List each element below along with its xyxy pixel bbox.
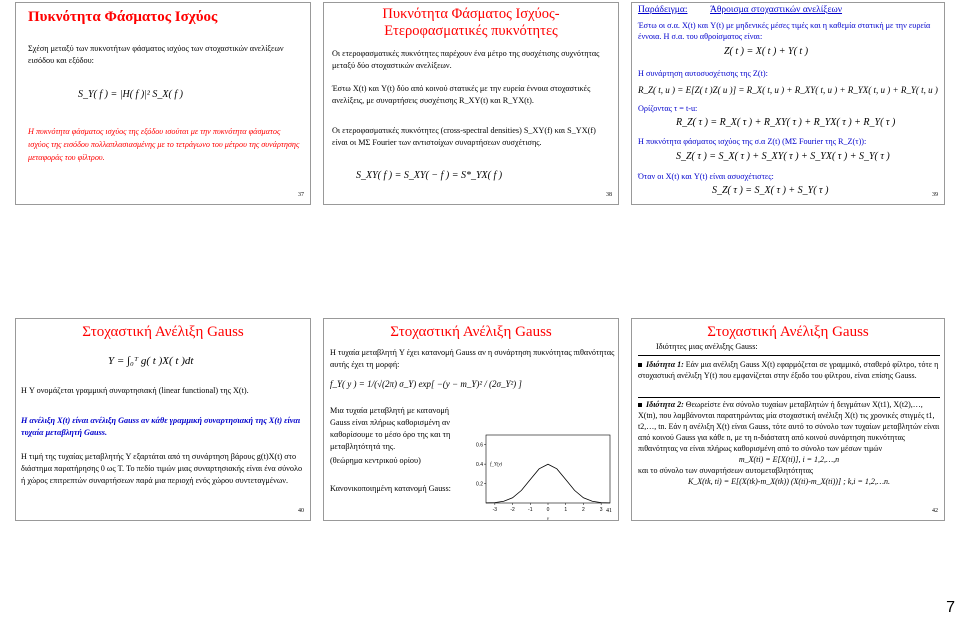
paragraph-4: Η πυκνότητα φάσματος ισχύος της σ.α Z(t) (ΜΣ Fourier της R_Z(τ)):	[638, 137, 867, 146]
sum-equation: Z( t ) = X( t ) + Y( t )	[724, 46, 809, 57]
y-tick-label: 0.2	[476, 481, 483, 488]
gaussian-pdf-equation: f_Y( y ) = 1/(√(2π) σ_Y) exp[ −(y − m_Y)² / (2σ_Y²) ]	[330, 379, 522, 389]
covariance-values: K_X(tk, ti) = E[(X(tk)-m_X(tk)) (X(ti)-m_X(ti))] ; k,i = 1,2,…n.	[687, 477, 891, 486]
paragraph-3: Ορίζοντας τ = t-u:	[638, 104, 698, 113]
paragraph-1: Η τυχαία μεταβλητή Y έχει κατανομή Gauss αν η συνάρτηση πυκνότητας πιθανότητας αυτής έχει τη μορφή:	[330, 348, 615, 369]
property-1-label: Ιδιότητα 1:	[646, 360, 684, 369]
property-1	[638, 359, 940, 381]
paragraph-1: Έστω οι σ.α. X(t) και Y(t) με μηδενικές μέσες τιμές και η καθεμία στατική με την ευρεία έννοια. Η σ.α. του αθροίσματος είναι:	[638, 21, 931, 41]
paragraph-5: Όταν οι X(t) και Y(t) είναι ασυσχέτιστες:	[638, 172, 774, 181]
x-tick-label: -2	[510, 507, 515, 513]
y-axis-label: f_Y(y)	[490, 462, 503, 468]
divider	[638, 355, 940, 356]
x-tick-label: -1	[528, 507, 533, 513]
slide-title: Πυκνότητα Φάσματος Ισχύος	[28, 9, 218, 25]
property-2-text: Θεωρείστε ένα σύνολο τυχαίων μεταβλητών ή δειγμάτων X(t1), X(t2),…, X(tn), που λαμβάνονται παρατηρώντας μία στοχαστική ανέλιξη X(t) τις χρονικές στιγμές t1, t2,…, tn. Εάν η ανέλιξη X(t) είναι Gauss, τότε αυτό το σύνολο των τυχαίων μεταβλητών είναι από κοινού Gauss για κάθε n, με τη n-διάστατη από κοινού συνάρτηση πυκνότητας πιθανότητας να είναι πλήρως καθορισμένη από το σύνολο των μέσων τιμών	[638, 400, 940, 453]
slide-42	[631, 318, 945, 521]
paragraph-1: Η Y ονομάζεται γραμμική συναρτησιακή (linear functional) της X(t).	[21, 386, 249, 395]
paragraph-2: Μια τυχαία μεταβλητή με κατανομή Gauss είναι πλήρως καθορισμένη αν καθορίσουμε το μέσο όρο της και τη μεταβλητότητά της.	[330, 406, 451, 451]
y-tick-label: 0.4	[476, 462, 483, 469]
bullet-icon	[638, 363, 642, 367]
divider	[638, 397, 940, 398]
paragraph-3: (θεώρημα κεντρικού ορίου)	[330, 456, 421, 465]
y-tick-label: 0.6	[476, 442, 483, 449]
slide-title: Πυκνότητα Φάσματος Ισχύος-Ετεροφασματικές πυκνότητες	[382, 6, 560, 39]
slide-37	[15, 2, 311, 205]
slide-39	[631, 2, 945, 205]
paragraph-2: Η συνάρτηση αυτοσυσχέτισης της Z(t):	[638, 69, 768, 78]
slide-38	[323, 2, 619, 205]
paragraph-2: Έστω X(t) και Y(t) δύο από κοινού στατικές με την ευρεία έννοια στοχαστικές ανελίξεις, με συναρτήσεις συσχέτισης R_XY(t) και R_YX(t).	[332, 84, 591, 105]
spectrum-equation: S_Z( τ ) = S_X( τ ) + S_XY( τ ) + S_YX( τ ) + S_Y( τ )	[676, 151, 890, 162]
plot-frame	[486, 435, 610, 503]
slide-40	[15, 318, 311, 521]
uncorrelated-equation: S_Z( τ ) = S_X( τ ) + S_Y( τ )	[712, 185, 829, 196]
x-tick-label: 1	[564, 507, 568, 513]
x-tick-label: 0	[546, 507, 550, 513]
cross-spectral-equation: S_XY( f ) = S_XY( − f ) = S*_YX( f )	[356, 170, 503, 181]
intro-text: Σχέση μεταξύ των πυκνοτήτων φάσματος ισχύος των στοχαστικών ανελίξεων εισόδου και εξόδου:	[28, 44, 284, 65]
slide-title: Στοχαστική Ανέλιξη Gauss	[707, 324, 869, 340]
bullet-icon	[638, 403, 642, 407]
example-title: Άθροισμα στοχαστικών ανελίξεων	[710, 5, 843, 15]
paragraph-3: Οι ετεροφασματικές πυκνότητες (cross-spectral densities) S_XY(f) και S_YX(f) είναι οι ΜΣ Fourier των αντιστοίχων συναρτήσεων συσχέτισης.	[332, 126, 596, 147]
paragraph-3: Η τιμή της τυχαίας μεταβλητής Y εξαρτάται από τη συνάρτηση βάρους g(t)X(t) στο διάστημα παρατήρησης 0 ως T. Το πεδίο τιμών μιας συναρτησιακής είναι ένα σύνολο ή χώρος επιτρεπτών συναρτήσεων παρά μια περιοχή ενός χώρου συντεταγμένων.	[21, 452, 303, 485]
explanation-text: Η πυκνότητα φάσματος ισχύος της εξόδου ισούται με την πυκνότητα φάσματος ισχύος της εισόδου πολλαπλασιασμένης με το τετράγωνο του μέτρου της συνάρτησης μεταφοράς του φίλτρου.	[28, 127, 300, 162]
autocorrelation-equation: R_Z( t, u ) = E[Z( t )Z( u )] = R_X( t, u ) + R_XY( t, u ) + R_YX( t, u ) + R_Y( t, u )	[638, 85, 938, 95]
slide-title: Στοχαστική Ανέλιξη Gauss	[390, 324, 552, 340]
property-2-label: Ιδιότητα 2:	[646, 400, 684, 409]
tau-equation: R_Z( τ ) = R_X( τ ) + R_XY( τ ) + R_YX( τ ) + R_Y( τ )	[676, 117, 896, 128]
page-number-total: 7	[946, 599, 955, 616]
x-tick-label: 3	[599, 507, 603, 513]
x-tick-label: 2	[582, 507, 585, 513]
covariance-intro: και το σύνολο των συναρτήσεων αυτομεταβλητότητας	[638, 466, 814, 475]
page-number: 42	[932, 508, 938, 514]
mean-values: m_X(ti) = E[X(ti)], i = 1,2,…,n	[738, 455, 840, 464]
linear-functional-equation: Y = ∫₀ᵀ g( t )X( t )dt	[108, 355, 194, 367]
slide-title: Στοχαστική Ανέλιξη Gauss	[82, 324, 244, 340]
slide-41	[323, 318, 619, 521]
x-axis-label: y	[546, 517, 550, 521]
gaussian-curve	[486, 464, 610, 503]
page-number: 40	[298, 508, 304, 514]
property-1-text: Εάν μια ανέλιξη Gauss X(t) εφαρμόζεται σε γραμμικό, σταθερό φίλτρο, τότε η στοχαστική ανέλιξη Y(t) που εμφανίζεται στην έξοδο του φίλτρου, είναι επίσης Gauss.	[638, 360, 939, 380]
page-number: 38	[606, 192, 612, 198]
intro-text: Ιδιότητες μιας ανέλιξης Gauss:	[656, 342, 758, 351]
page-number: 41	[606, 508, 612, 514]
property-2	[638, 399, 940, 487]
page-number: 37	[298, 192, 304, 198]
paragraph-2: Η ανέλιξη X(t) είναι ανέλιξη Gauss αν κάθε γραμμική συναρτησιακή της X(t) είναι τυχαία μεταβλητή Gauss.	[21, 416, 301, 437]
x-tick-label: -3	[492, 507, 498, 513]
power-spectrum-equation: S_Y( f ) = |H( f )|² S_X( f )	[78, 89, 183, 100]
gaussian-chart	[464, 429, 616, 521]
paragraph-1: Οι ετεροφασματικές πυκνότητες παρέχουν ένα μέτρο της συσχέτισης συχνότητας μεταξύ δύο στοχαστικών ανελίξεων.	[332, 49, 600, 70]
paragraph-4: Κανονικοποιημένη κατανομή Gauss:	[330, 484, 451, 493]
page-number: 39	[932, 192, 938, 198]
example-label: Παράδειγμα:	[638, 5, 688, 15]
